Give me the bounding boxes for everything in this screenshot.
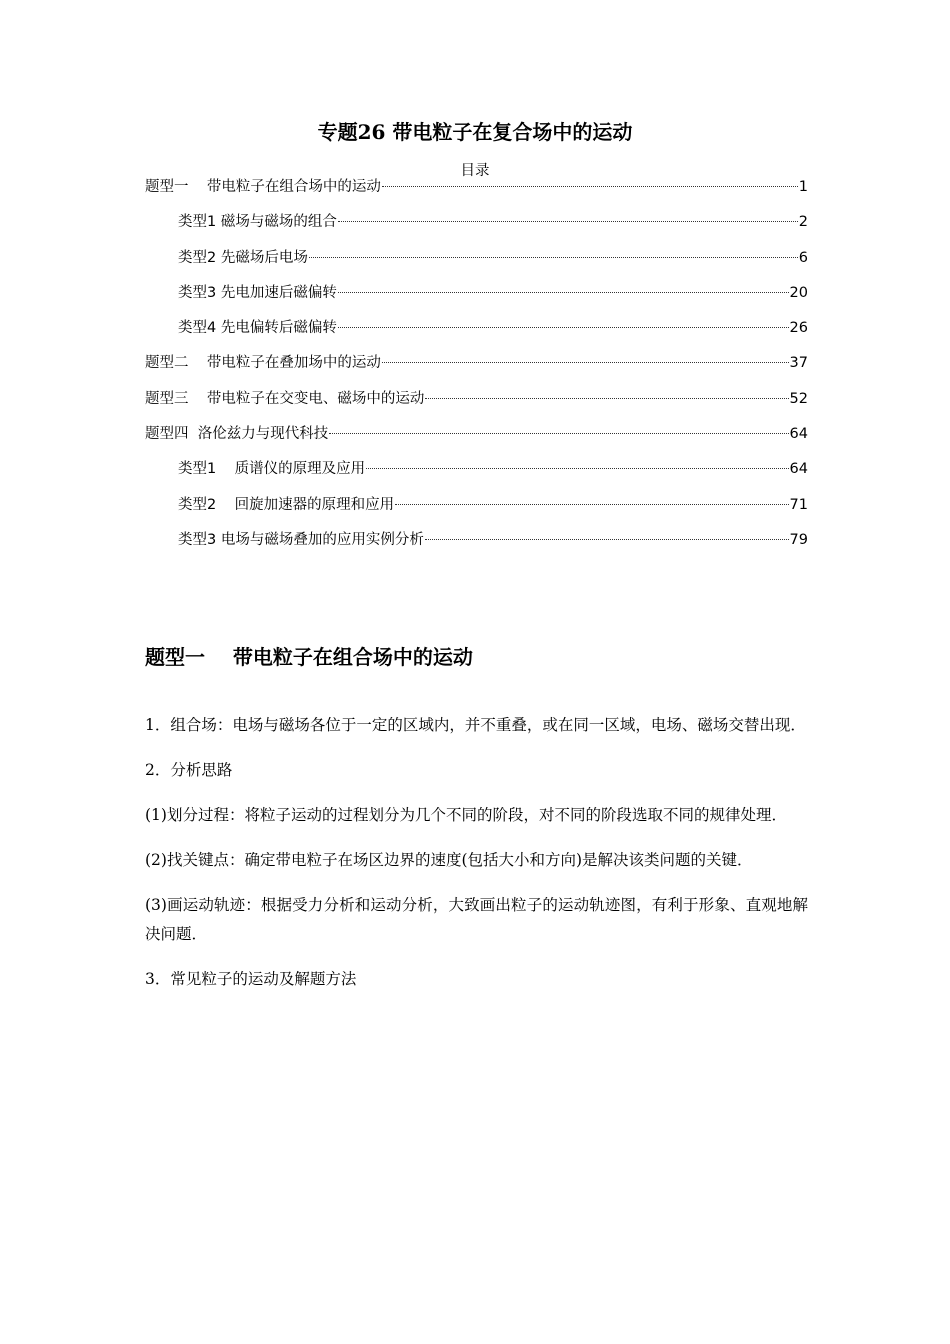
- toc-entry-text: 类型1 磁场与磁场的组合: [178, 214, 337, 231]
- toc-entry-page: 20: [789, 284, 808, 301]
- toc-entry[interactable]: [145, 247, 808, 282]
- toc-entry-text: 题型一 带电粒子在组合场中的运动: [145, 179, 381, 195]
- toc-entry-text: 类型1 质谱仪的原理及应用: [178, 461, 366, 478]
- toc-entry[interactable]: [145, 317, 808, 352]
- toc-entry-page: 1: [798, 179, 808, 195]
- toc-entry-page: 2: [798, 214, 808, 231]
- paragraph: (2)找关键点：确定带电粒子在场区边界的速度(包括大小和方向)是解决该类问题的关键．: [145, 851, 753, 869]
- toc-entry-page: 79: [789, 531, 808, 548]
- toc-entry[interactable]: [145, 282, 808, 317]
- toc-leader: [425, 398, 788, 399]
- paragraph: 2．分析思路: [145, 761, 233, 779]
- toc-entry-page: 71: [789, 496, 808, 513]
- section-body: [145, 711, 808, 1010]
- toc-entry-text: 类型2 先磁场后电场: [178, 249, 308, 266]
- toc-entry-text: 类型2 回旋加速器的原理和应用: [178, 496, 395, 513]
- toc-entry[interactable]: [145, 352, 808, 387]
- table-of-contents: [145, 176, 808, 564]
- toc-entry-page: 64: [789, 426, 808, 443]
- toc-entry-text: 类型3 电场与磁场叠加的应用实例分析: [178, 531, 424, 548]
- toc-entry-text: 题型四 洛伦兹力与现代科技: [145, 426, 329, 443]
- toc-leader: [425, 539, 789, 540]
- toc-entry-page: 6: [798, 249, 808, 266]
- toc-leader: [309, 257, 798, 258]
- toc-entry-text: 题型三 带电粒子在交变电、磁场中的运动: [145, 390, 425, 407]
- toc-leader: [329, 433, 788, 434]
- toc-entry-page: 52: [789, 390, 808, 407]
- paragraph: 1．组合场：电场与磁场各位于一定的区域内，并不重叠，或在同一区域，电场、磁场交替出现．: [145, 716, 806, 734]
- toc-entry-text: 类型4 先电偏转后磁偏转: [178, 320, 337, 337]
- toc-entry[interactable]: [145, 458, 808, 493]
- toc-entry[interactable]: [145, 176, 808, 211]
- section-heading: 题型一 带电粒子在组合场中的运动: [145, 645, 473, 669]
- toc-entry-text: 类型3 先电加速后磁偏转: [178, 284, 337, 301]
- toc-entry-page: 26: [789, 320, 808, 337]
- toc-entry[interactable]: [145, 211, 808, 246]
- toc-entry-text: 题型二 带电粒子在叠加场中的运动: [145, 355, 381, 372]
- toc-label: 目录: [460, 163, 490, 179]
- toc-leader: [382, 186, 798, 187]
- toc-entry-page: 37: [789, 355, 808, 372]
- toc-leader: [366, 468, 788, 469]
- document-title: 专题26 带电粒子在复合场中的运动: [317, 120, 633, 144]
- paragraph: 3．常见粒子的运动及解题方法: [145, 970, 357, 988]
- toc-leader: [338, 292, 789, 293]
- toc-leader: [338, 221, 798, 222]
- paragraph: (3)画运动轨迹：根据受力分析和运动分析，大致画出粒子的运动轨迹图，有利于形象、直观地解决问题．: [145, 896, 808, 943]
- toc-leader: [338, 327, 789, 328]
- toc-leader: [395, 504, 788, 505]
- toc-entry[interactable]: [145, 494, 808, 529]
- paragraph: (1)划分过程：将粒子运动的过程划分为几个不同的阶段，对不同的阶段选取不同的规律处理．: [145, 806, 787, 824]
- toc-entry[interactable]: [145, 388, 808, 423]
- toc-entry-page: 64: [789, 461, 808, 478]
- toc-entry[interactable]: [145, 423, 808, 458]
- toc-leader: [382, 362, 789, 363]
- toc-entry[interactable]: [145, 529, 808, 564]
